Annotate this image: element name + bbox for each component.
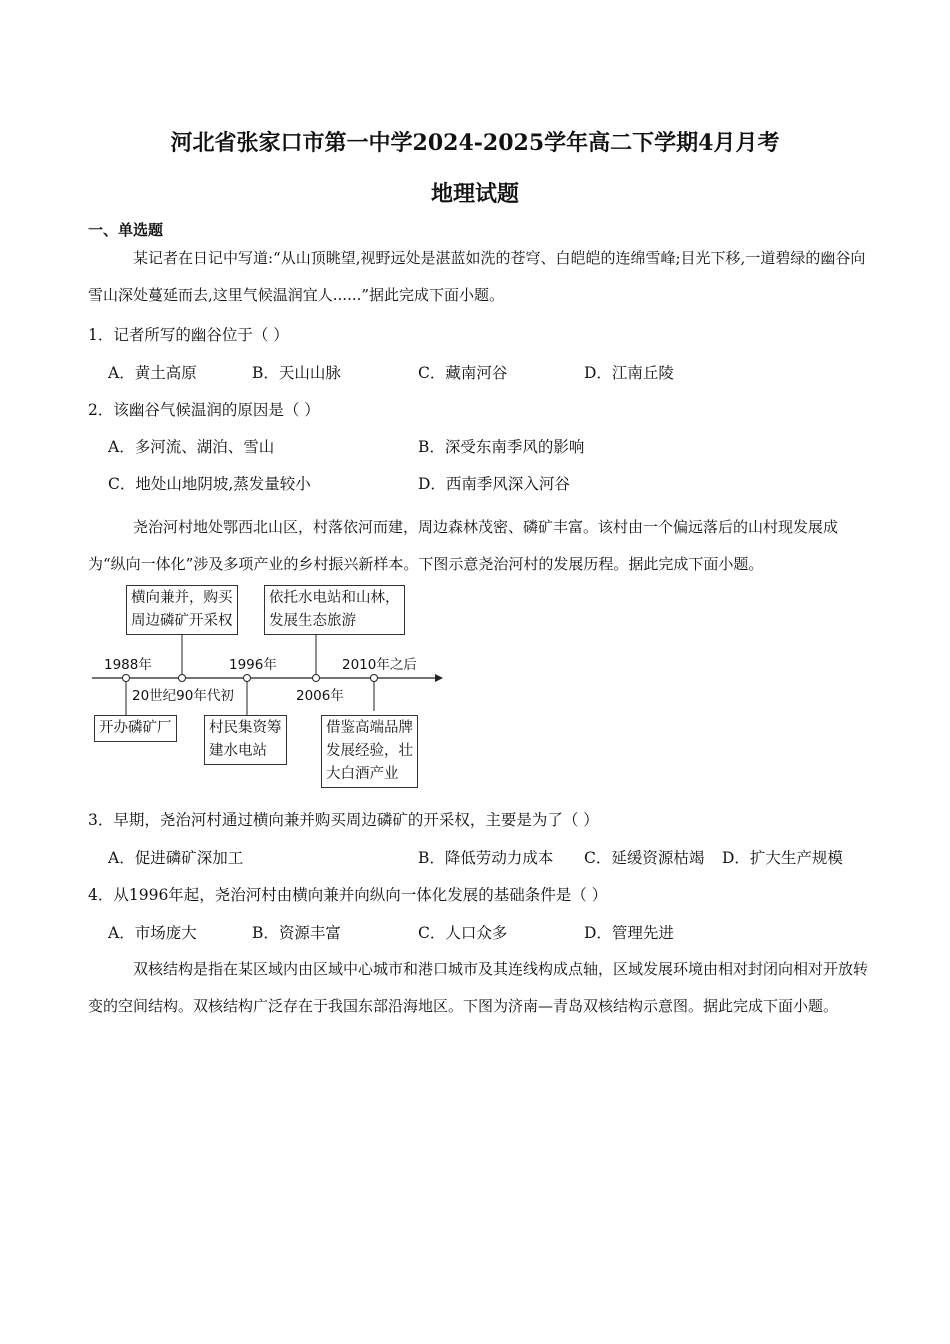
q3-option-c: C．延缓资源枯竭 (584, 849, 705, 867)
q4-option-c: C．人口众多 (418, 924, 508, 942)
q1-option-d: D．江南丘陵 (584, 364, 674, 382)
timeline-box-eco-tourism: 依托水电站和山林， 发展生态旅游 (264, 585, 405, 635)
q4-option-d: D．管理先进 (584, 924, 674, 942)
year-2006: 2006年 (296, 688, 344, 704)
q3-option-d: D．扩大生产规模 (722, 849, 843, 867)
q2-option-a: A．多河流、湖泊、雪山 (108, 438, 275, 456)
question-2-stem: 2．该幽谷气候温润的原因是（ ） (88, 401, 320, 419)
q1-option-b: B．天山山脉 (252, 364, 341, 382)
year-1988: 1988年 (104, 657, 152, 673)
development-timeline-diagram (90, 583, 450, 798)
timeline-box-phosphate-plant: 开办磷矿厂 (94, 715, 177, 742)
question-3-stem: 3．早期，尧治河村通过横向兼并购买周边磷矿的开采权，主要是为了（ ） (88, 811, 599, 829)
q1-option-c: C．藏南河谷 (418, 364, 508, 382)
section-heading: 一、单选题 (88, 221, 164, 239)
q3-option-b: B．降低劳动力成本 (418, 849, 554, 867)
q2-option-d: D．西南季风深入河谷 (418, 475, 570, 493)
timeline-box-horizontal-merger: 横向兼并，购买 周边磷矿开采权 (126, 585, 238, 635)
q2-option-b: B．深受东南季风的影响 (418, 438, 585, 456)
question-4-stem: 4．从1996年起，尧治河村由横向兼并向纵向一体化发展的基础条件是（ ） (88, 886, 608, 904)
q2-option-c: C．地处山地阴坡,蒸发量较小 (108, 475, 311, 493)
year-1990s: 20世纪90年代初 (132, 688, 234, 704)
timeline-box-hydropower: 村民集资筹 建水电站 (204, 715, 287, 765)
q3-option-a: A．促进磷矿深加工 (108, 849, 244, 867)
page-subtitle: 地理试题 (430, 181, 519, 207)
passage-2: 尧治河村地处鄂西北山区，村落依河而建，周边森林茂密、磷矿丰富。该村由一个偏远落后的山村现发展成为“纵向一体化”涉及多项产业的乡村振兴新样本。下图示意尧治河村的发展历程。据此完成下面小题。 (88, 518, 839, 573)
page-title: 河北省张家口市第一中学2024-2025学年高二下学期4月月考 (170, 130, 780, 156)
year-1996: 1996年 (229, 657, 277, 673)
q1-option-a: A．黄土高原 (108, 364, 197, 382)
timeline-box-liquor-industry: 借鉴高端品牌 发展经验，壮 大白酒产业 (321, 715, 418, 788)
q4-option-b: B．资源丰富 (252, 924, 341, 942)
question-1-stem: 1．记者所写的幽谷位于（ ） (88, 326, 289, 344)
year-2010: 2010年之后 (342, 657, 417, 673)
passage-3: 双核结构是指在某区域内由区域中心城市和港口城市及其连线构成点轴，区域发展环境由相对封闭向相对开放转变的空间结构。双核结构广泛存在于我国东部沿海地区。下图为济南—青岛双核结构示意图。据此完成下面小题。 (88, 960, 869, 1015)
q4-option-a: A．市场庞大 (108, 924, 197, 942)
passage-1: 某记者在日记中写道:“从山顶眺望,视野远处是湛蓝如洗的苍穹、白皑皑的连绵雪峰;目光下移,一道碧绿的幽谷向雪山深处蔓延而去,这里气候温润宜人......”据此完成下面小题。 (88, 249, 866, 304)
